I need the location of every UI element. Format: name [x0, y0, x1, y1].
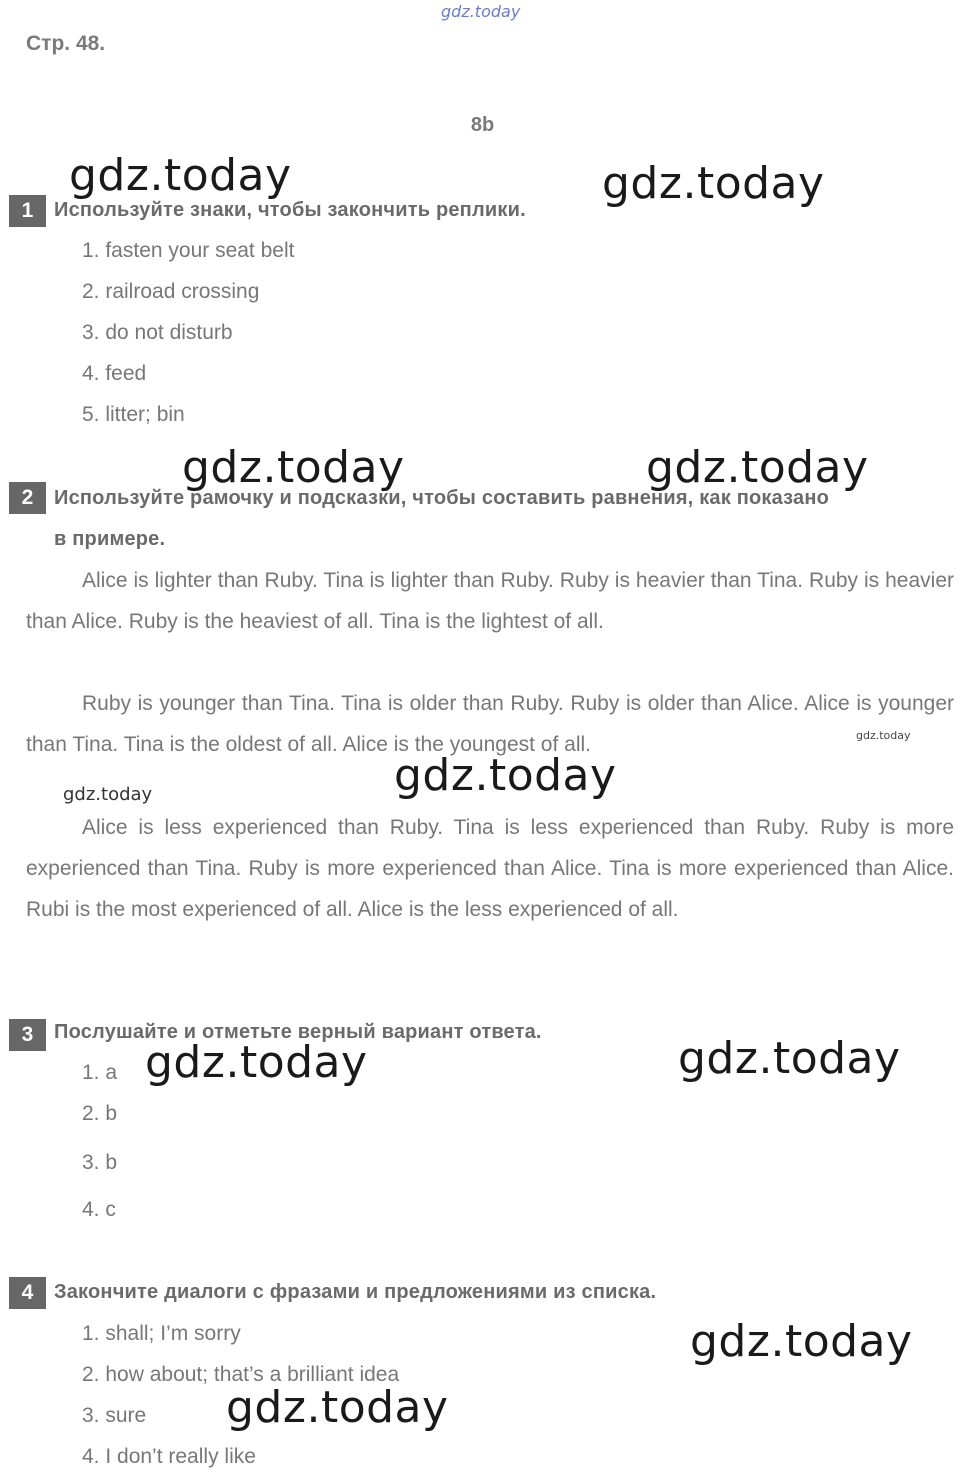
list-item: 4. I don’t really like	[82, 1445, 256, 1468]
section-title: 8b	[470, 114, 495, 136]
watermark: gdz.today	[182, 442, 405, 493]
watermark: gdz.today	[145, 1037, 368, 1088]
watermark: gdz.today	[69, 150, 292, 201]
watermark-top: gdz.today	[441, 2, 521, 21]
watermark: gdz.today	[602, 158, 825, 209]
watermark: gdz.today	[226, 1382, 449, 1433]
list-item: 3. do not disturb	[82, 321, 233, 344]
watermark: gdz.today	[856, 729, 911, 742]
exercise-title-2-line1: Используйте рамочку и подсказки, чтобы составить равнения, как показано	[54, 487, 830, 509]
list-item: 2. railroad crossing	[82, 280, 260, 303]
list-item: 2. how about; that’s a brilliant idea	[82, 1363, 400, 1386]
paragraph-weight: Alice is lighter than Ruby. Tina is lighter than Ruby. Ruby is heavier than Tina. Ruby is heavier than Alice. Ruby is the heaviest of all. Tina is the lightest of all.	[26, 569, 954, 633]
watermark: gdz.today	[646, 442, 869, 493]
list-item: 4. feed	[82, 362, 147, 385]
page-number: Стр. 48.	[26, 32, 106, 55]
watermark: gdz.today	[690, 1316, 913, 1367]
exercise-title-2-line2: в примере.	[54, 528, 166, 550]
exercise-title-1: Используйте знаки, чтобы закончить реплики.	[54, 199, 526, 221]
paragraph-experience: Alice is less experienced than Ruby. Tina is less experienced than Ruby. Ruby is more experienced than Tina. Ruby is more experienced than Alice. Tina is more experienced than Alice. Rubi is the most experienced of all. Alice is the less experienced of all.	[26, 816, 954, 921]
list-item: 1. a	[82, 1061, 118, 1084]
exercise-title-4: Закончите диалоги с фразами и предложениями из списка.	[54, 1281, 657, 1303]
list-item: 3. sure	[82, 1404, 147, 1427]
exercise-number-3: 3	[9, 1019, 46, 1051]
list-item: 2. b	[82, 1102, 118, 1125]
list-item: 1. shall; I’m sorry	[82, 1322, 241, 1345]
exercise-number-2: 2	[9, 482, 46, 514]
watermark: gdz.today	[394, 750, 617, 801]
exercise-number-1: 1	[9, 195, 46, 227]
list-item: 5. litter; bin	[82, 403, 185, 426]
watermark: gdz.today	[63, 784, 153, 805]
list-item: 1. fasten your seat belt	[82, 239, 295, 262]
list-item: 3. b	[82, 1151, 118, 1174]
watermark: gdz.today	[678, 1033, 901, 1084]
exercise-number-4: 4	[9, 1277, 46, 1309]
paragraph-age: Ruby is younger than Tina. Tina is older than Ruby. Ruby is older than Alice. Alice is younger than Tina. Tina is the oldest of all. Alice is the youngest of all.	[26, 692, 954, 756]
exercise-title-3: Послушайте и отметьте верный вариант ответа.	[54, 1021, 542, 1043]
list-item: 4. c	[82, 1198, 116, 1221]
